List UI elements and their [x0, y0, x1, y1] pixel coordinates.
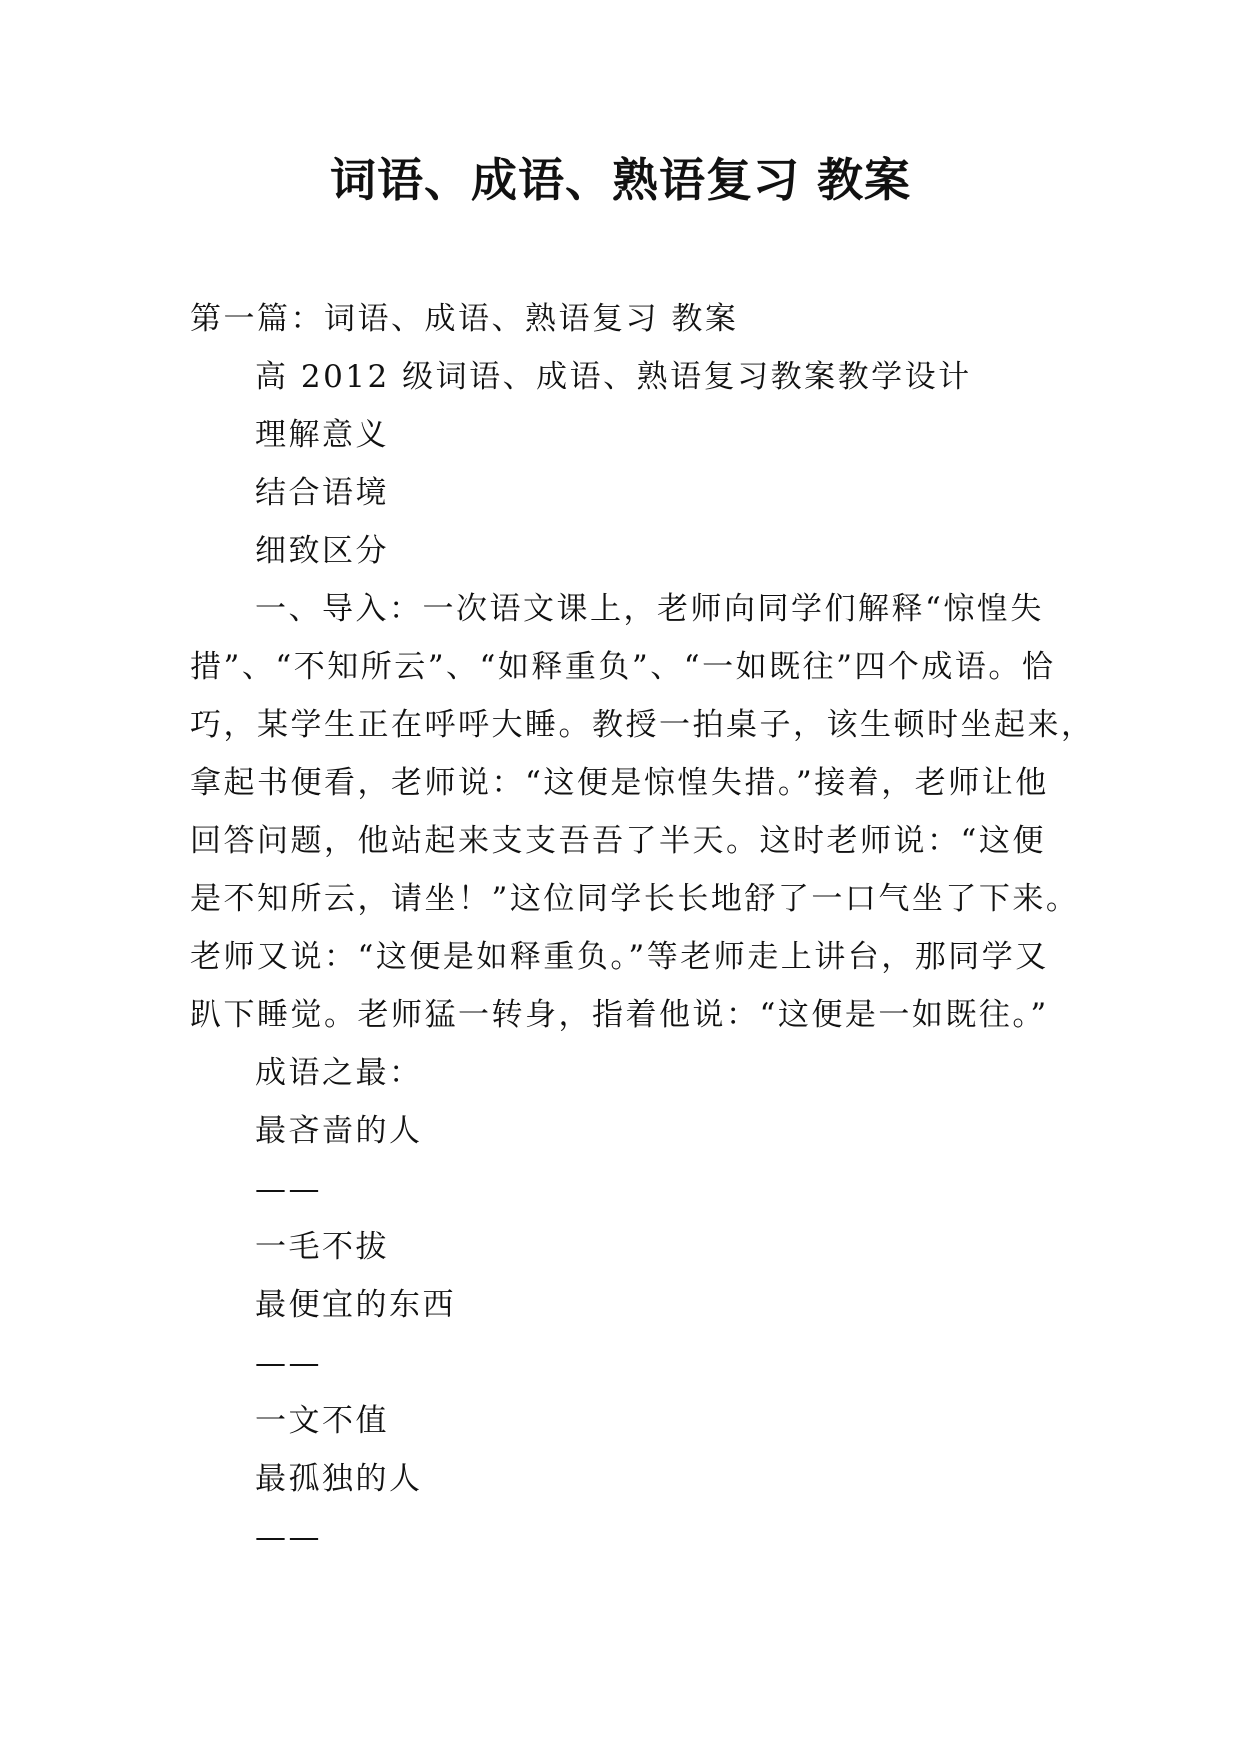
paragraph-line: 最便宜的东西 [255, 1287, 456, 1323]
paragraph-line: 一毛不拔 [255, 1229, 389, 1265]
paragraph-line: 趴下睡觉。老师猛一转身，指着他说：“这便是一如既往。” [190, 997, 1049, 1033]
paragraph-line: 细致区分 [255, 533, 389, 569]
document-body [190, 290, 1095, 1566]
dash-line: —— [255, 1171, 322, 1207]
paragraph-line: 老师又说：“这便是如释重负。”等老师走上讲台，那同学又 [190, 939, 1049, 975]
paragraph-line: 措”、“不知所云”、“如释重负”、“一如既往”四个成语。恰 [190, 649, 1056, 685]
dash-line: —— [255, 1345, 322, 1381]
paragraph-line: 结合语境 [255, 475, 389, 511]
section-heading-line: 第一篇：词语、成语、熟语复习 教案 [190, 301, 739, 337]
document-title: 词语、成语、熟语复习 教案 [329, 153, 911, 207]
paragraph-line: 成语之最： [255, 1055, 423, 1091]
paragraph-line: 拿起书便看，老师说：“这便是惊惶失措。”接着，老师让他 [190, 765, 1049, 801]
paragraph-line: 高 2012 级词语、成语、熟语复习教案教学设计 [255, 359, 972, 395]
paragraph-line: 回答问题，他站起来支支吾吾了半天。这时老师说：“这便 [190, 823, 1046, 859]
paragraph-line: 最吝啬的人 [255, 1113, 423, 1149]
paragraph-line: 一、导入：一次语文课上，老师向同学们解释“惊惶失 [255, 591, 1044, 627]
paragraph-line: 巧，某学生正在呼呼大睡。教授一拍桌子，该生顿时坐起来， [190, 707, 1095, 743]
dash-line: —— [255, 1519, 322, 1555]
paragraph-line: 一文不值 [255, 1403, 389, 1439]
paragraph-line: 是不知所云，请坐！”这位同学长长地舒了一口气坐了下来。 [190, 881, 1080, 917]
paragraph-line: 最孤独的人 [255, 1461, 423, 1497]
paragraph-line: 理解意义 [255, 417, 389, 453]
